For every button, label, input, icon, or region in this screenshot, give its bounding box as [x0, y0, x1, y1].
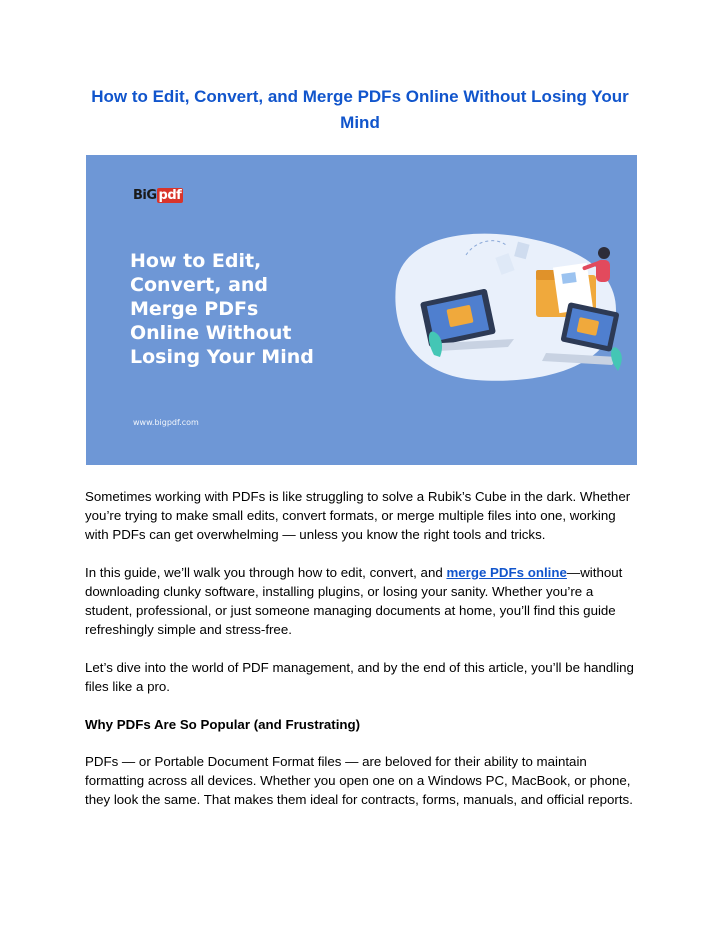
paragraph-text: In this guide, we’ll walk you through how to edit, convert, and: [85, 565, 447, 580]
hero-banner-image: [86, 155, 637, 465]
document-title: How to Edit, Convert, and Merge PDFs Online Without Losing Your Mind: [91, 87, 629, 132]
logo-prefix: BiG: [133, 188, 157, 203]
bigpdf-logo: [133, 188, 183, 203]
banner-url: www.bigpdf.com: [133, 418, 199, 427]
banner-heading-line: How to Edit,: [130, 250, 262, 272]
banner-heading-line: Merge PDFs: [130, 298, 259, 320]
section-heading: Why PDFs Are So Popular (and Frustrating): [85, 717, 361, 732]
banner-heading-line: Losing Your Mind: [130, 346, 314, 368]
paragraph: Let’s dive into the world of PDF management, and by the end of this article, you’ll be handling files like a pro.: [85, 660, 634, 694]
plant-icon: [611, 347, 622, 371]
banner-heading: [130, 249, 370, 369]
article-body: [85, 487, 635, 828]
paragraph-with-link: [85, 563, 635, 639]
paragraph: Sometimes working with PDFs is like struggling to solve a Rubik’s Cube in the dark. Whether you’re trying to make small edits, convert formats, or merge multiple files into one, working with PDFs can get overwhelming — unless you know the right tools and tricks.: [85, 489, 631, 542]
file-transfer-illustration: [356, 215, 626, 390]
merge-pdfs-online-link[interactable]: merge PDFs online: [446, 565, 567, 580]
banner-heading-line: Online Without: [130, 322, 292, 344]
paragraph: PDFs — or Portable Document Format files — are beloved for their ability to maintain formatting across all devices. Whether you open one on a Windows PC, MacBook, or phone, they look the same. That makes them ideal for contracts, forms, manuals, and official reports.: [85, 754, 633, 807]
logo-suffix: pdf: [158, 188, 182, 203]
paragraph-text: —without downloading clunky software, installing plugins, or losing your sanity. Whether you’re a student, professional, or just someone managing documents at home, you’ll find this guide refreshingly simple and stress-free.: [85, 565, 623, 637]
banner-heading-line: Convert, and: [130, 274, 269, 296]
